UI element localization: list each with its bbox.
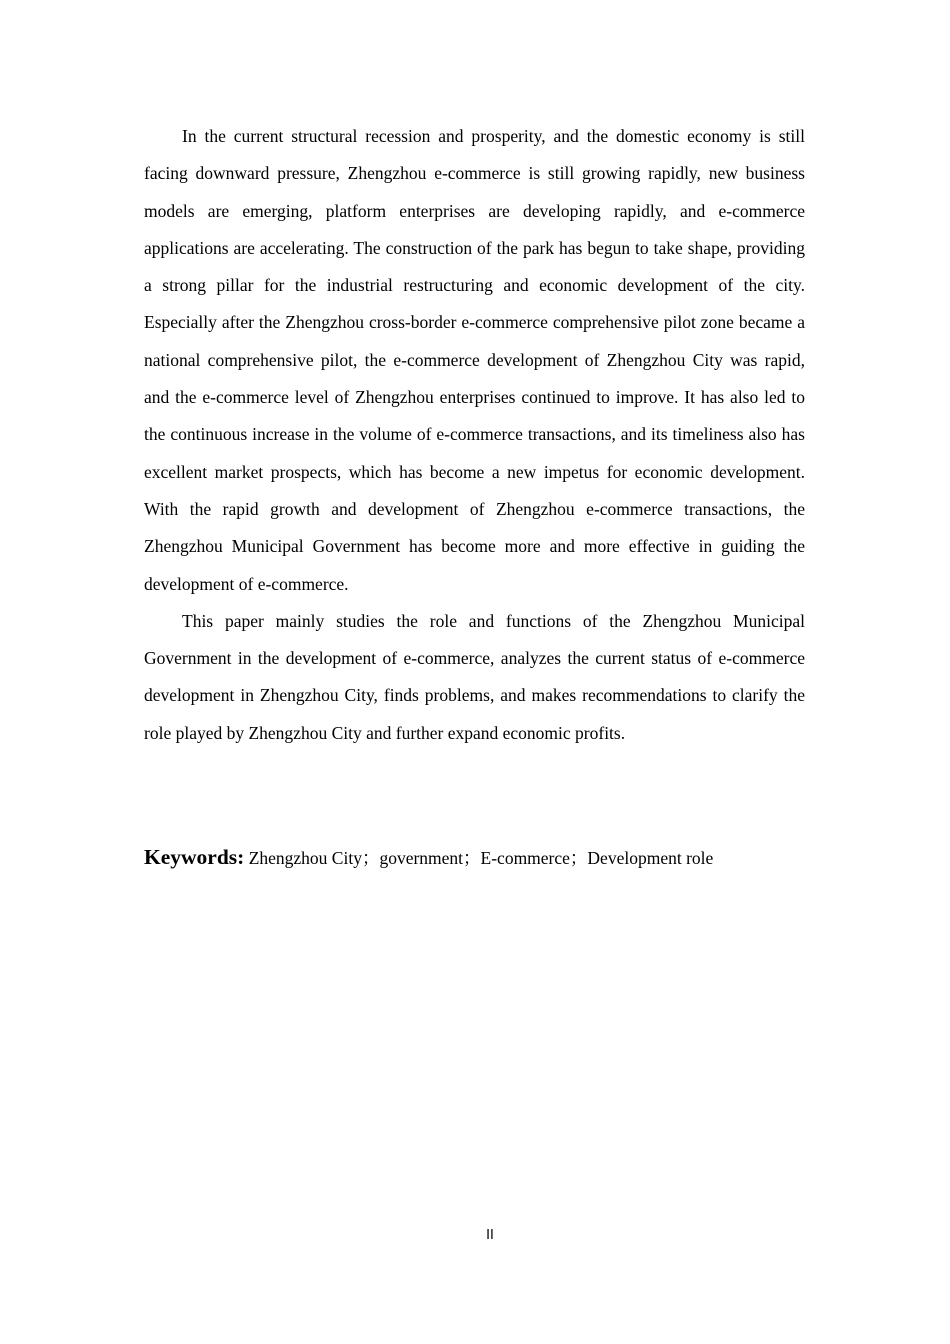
page-number: II — [486, 1228, 494, 1243]
abstract-paragraph-1: In the current structural recession and prosperity, and the domestic economy is still facing downward pressure, Zhengzhou e-commerce is still growing rapidly, new business models are emerging, platform enterprises are developing rapidly, and e-commerce applications are accelerating. The construction of the park has begun to take shape, providing a strong pillar for the industrial restructuring and economic development of the city. Especially after the Zhengzhou cross-border e-commerce comprehensive pilot zone became a national comprehensive pilot, the e-commerce development of Zhengzhou City was rapid, and the e-commerce level of Zhengzhou enterprises continued to improve. It has also led to the continuous increase in the volume of e-commerce transactions, and its timeliness also has excellent market prospects, which has become a new impetus for economic development. With the rapid growth and development of Zhengzhou e-commerce transactions, the Zhengzhou Municipal Government has become more and more effective in guiding the development of e-commerce. — [144, 126, 805, 594]
abstract-body — [144, 118, 805, 752]
keywords-label: Keywords: — [144, 845, 245, 869]
keywords-line — [144, 840, 805, 875]
keywords-text: Zhengzhou City；government；E-commerce；Development role — [248, 848, 714, 868]
abstract-paragraph-2: This paper mainly studies the role and functions of the Zhengzhou Municipal Government in the development of e-commerce, analyzes the current status of e-commerce development in Zhengzhou City, finds problems, and makes recommendations to clarify the role played by Zhengzhou City and further expand economic profits. — [144, 610, 805, 743]
